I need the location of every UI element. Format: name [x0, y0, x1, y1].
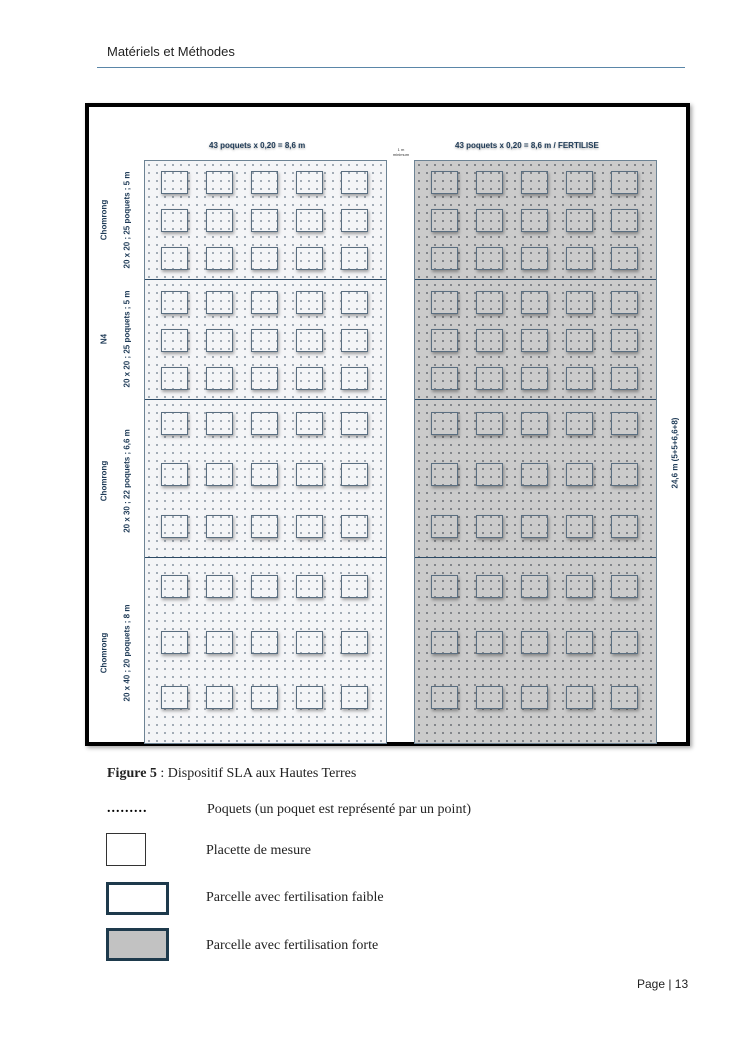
- measurement-placette: [296, 209, 323, 232]
- measurement-placette: [341, 412, 368, 435]
- measurement-placette: [161, 291, 188, 314]
- measurement-placette: [161, 367, 188, 390]
- measurement-placette: [521, 515, 548, 538]
- measurement-placette: [431, 329, 458, 352]
- measurement-placette: [206, 209, 233, 232]
- total-length-label: 24,6 m (5+5+6,6+8): [670, 417, 680, 489]
- measurement-placette: [161, 247, 188, 270]
- measurement-placette: [476, 329, 503, 352]
- measurement-placette: [611, 515, 638, 538]
- measurement-placette: [251, 686, 278, 709]
- measurement-placette: [206, 412, 233, 435]
- legend-placette-symbol: [106, 833, 146, 866]
- measurement-placette: [296, 367, 323, 390]
- measurement-placette: [206, 291, 233, 314]
- measurement-placette: [431, 367, 458, 390]
- measurement-placette: [161, 171, 188, 194]
- band-separator: [145, 399, 386, 400]
- measurement-placette: [341, 171, 368, 194]
- measurement-placette: [566, 631, 593, 654]
- measurement-placette: [566, 686, 593, 709]
- band-3-variety: Chomrong: [99, 460, 109, 502]
- measurement-placette: [566, 367, 593, 390]
- measurement-placette: [611, 209, 638, 232]
- measurement-placette: [521, 247, 548, 270]
- measurement-placette: [566, 247, 593, 270]
- legend-placette-text: Placette de mesure: [206, 843, 311, 858]
- measurement-placette: [206, 247, 233, 270]
- measurement-placette: [566, 329, 593, 352]
- band-separator: [415, 279, 656, 280]
- band-4-variety: Chomrong: [99, 632, 109, 674]
- measurement-placette: [476, 171, 503, 194]
- measurement-placette: [341, 686, 368, 709]
- measurement-placette: [296, 291, 323, 314]
- gap-label: 1 m minimum: [392, 147, 410, 157]
- measurement-placette: [161, 631, 188, 654]
- legend-poquets-text: Poquets (un poquet est représenté par un point): [207, 802, 471, 817]
- measurement-placette: [431, 171, 458, 194]
- band-2-spacing: 20 x 20 ; 25 poquets ; 5 m: [122, 290, 132, 388]
- measurement-placette: [341, 247, 368, 270]
- measurement-placette: [566, 412, 593, 435]
- measurement-placette: [161, 575, 188, 598]
- measurement-placette: [521, 171, 548, 194]
- header-rule: [97, 67, 685, 68]
- measurement-placette: [251, 367, 278, 390]
- measurement-placette: [521, 209, 548, 232]
- band-2-variety: N4: [99, 333, 109, 345]
- measurement-placette: [341, 631, 368, 654]
- measurement-placette: [251, 412, 278, 435]
- measurement-placette: [566, 209, 593, 232]
- measurement-placette: [161, 686, 188, 709]
- measurement-placette: [611, 463, 638, 486]
- measurement-placette: [251, 209, 278, 232]
- page-header: Matériels et Méthodes: [107, 44, 235, 59]
- measurement-placette: [431, 247, 458, 270]
- measurement-placette: [296, 575, 323, 598]
- measurement-placette: [476, 686, 503, 709]
- measurement-placette: [206, 171, 233, 194]
- measurement-placette: [431, 575, 458, 598]
- measurement-placette: [251, 575, 278, 598]
- measurement-placette: [476, 412, 503, 435]
- measurement-placette: [206, 515, 233, 538]
- measurement-placette: [611, 171, 638, 194]
- measurement-placette: [206, 631, 233, 654]
- measurement-placette: [296, 329, 323, 352]
- measurement-placette: [566, 575, 593, 598]
- band-4-spacing: 20 x 40 ; 20 poquets ; 8 m: [122, 604, 132, 702]
- measurement-placette: [431, 631, 458, 654]
- measurement-placette: [521, 412, 548, 435]
- right-top-label: 43 poquets x 0,20 = 8,6 m / FERTILISE: [455, 141, 599, 150]
- measurement-placette: [611, 291, 638, 314]
- measurement-placette: [296, 463, 323, 486]
- measurement-placette: [521, 631, 548, 654]
- left-top-label: 43 poquets x 0,20 = 8,6 m: [209, 141, 306, 150]
- measurement-placette: [296, 247, 323, 270]
- figure-caption: Figure 5 : Dispositif SLA aux Hautes Terres: [107, 766, 357, 781]
- measurement-placette: [206, 686, 233, 709]
- measurement-placette: [341, 367, 368, 390]
- legend-low-fertilization-symbol: [106, 882, 169, 915]
- measurement-placette: [476, 515, 503, 538]
- measurement-placette: [566, 515, 593, 538]
- legend-dots-symbol: .........: [107, 801, 148, 816]
- measurement-placette: [296, 631, 323, 654]
- measurement-placette: [206, 463, 233, 486]
- band-3-spacing: 20 x 30 ; 22 poquets ; 6,6 m: [122, 429, 132, 533]
- measurement-placette: [341, 209, 368, 232]
- measurement-placette: [476, 463, 503, 486]
- measurement-placette: [251, 463, 278, 486]
- legend-low-fertilization-text: Parcelle avec fertilisation faible: [206, 890, 384, 905]
- band-separator: [415, 557, 656, 558]
- measurement-placette: [521, 686, 548, 709]
- measurement-placette: [251, 171, 278, 194]
- measurement-placette: [341, 575, 368, 598]
- measurement-placette: [296, 171, 323, 194]
- measurement-placette: [206, 575, 233, 598]
- measurement-placette: [476, 209, 503, 232]
- measurement-placette: [296, 686, 323, 709]
- measurement-placette: [161, 329, 188, 352]
- band-1-variety: Chomrong: [99, 199, 109, 241]
- band-separator: [145, 279, 386, 280]
- measurement-placette: [476, 367, 503, 390]
- measurement-placette: [296, 412, 323, 435]
- measurement-placette: [476, 247, 503, 270]
- measurement-placette: [341, 329, 368, 352]
- page-number: Page | 13: [637, 977, 689, 991]
- measurement-placette: [431, 412, 458, 435]
- measurement-placette: [521, 463, 548, 486]
- measurement-placette: [566, 463, 593, 486]
- measurement-placette: [206, 329, 233, 352]
- measurement-placette: [611, 329, 638, 352]
- measurement-placette: [341, 515, 368, 538]
- high-fertilization-plot: [414, 160, 657, 744]
- measurement-placette: [476, 291, 503, 314]
- measurement-placette: [521, 367, 548, 390]
- measurement-placette: [431, 463, 458, 486]
- measurement-placette: [431, 209, 458, 232]
- measurement-placette: [521, 291, 548, 314]
- measurement-placette: [476, 575, 503, 598]
- measurement-placette: [251, 631, 278, 654]
- band-separator: [145, 557, 386, 558]
- band-1-spacing: 20 x 20 ; 25 poquets ; 5 m: [122, 171, 132, 269]
- measurement-placette: [251, 515, 278, 538]
- low-fertilization-plot: [144, 160, 387, 744]
- measurement-placette: [341, 291, 368, 314]
- measurement-placette: [566, 171, 593, 194]
- measurement-placette: [431, 291, 458, 314]
- measurement-placette: [476, 631, 503, 654]
- measurement-placette: [161, 515, 188, 538]
- measurement-placette: [611, 686, 638, 709]
- measurement-placette: [296, 515, 323, 538]
- measurement-placette: [206, 367, 233, 390]
- measurement-placette: [431, 515, 458, 538]
- measurement-placette: [251, 329, 278, 352]
- measurement-placette: [611, 367, 638, 390]
- measurement-placette: [611, 575, 638, 598]
- measurement-placette: [611, 412, 638, 435]
- measurement-placette: [341, 463, 368, 486]
- legend-high-fertilization-text: Parcelle avec fertilisation forte: [206, 938, 379, 953]
- legend-high-fertilization-symbol: [106, 928, 169, 961]
- measurement-placette: [431, 686, 458, 709]
- measurement-placette: [251, 291, 278, 314]
- field-layout-figure: [85, 103, 690, 746]
- measurement-placette: [161, 463, 188, 486]
- measurement-placette: [251, 247, 278, 270]
- measurement-placette: [611, 247, 638, 270]
- measurement-placette: [611, 631, 638, 654]
- band-separator: [415, 399, 656, 400]
- measurement-placette: [521, 575, 548, 598]
- measurement-placette: [566, 291, 593, 314]
- measurement-placette: [161, 412, 188, 435]
- measurement-placette: [161, 209, 188, 232]
- measurement-placette: [521, 329, 548, 352]
